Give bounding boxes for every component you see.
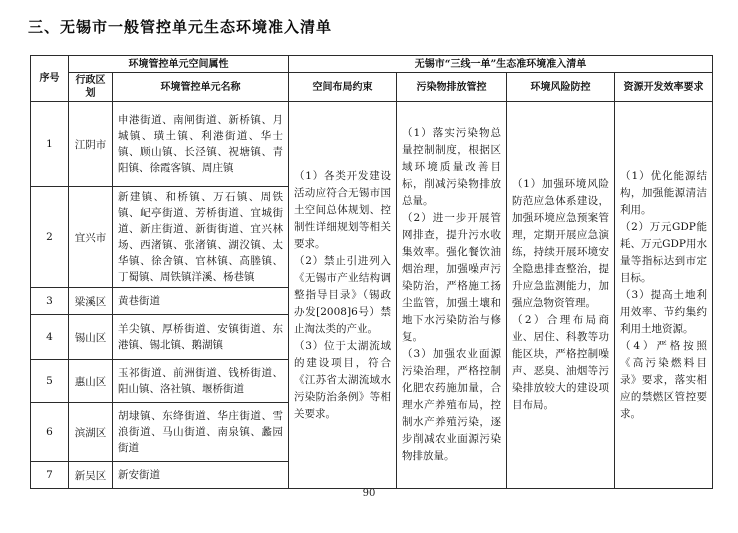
- header-unit-name: 环境管控单元名称: [113, 73, 289, 102]
- spatial-layout-item: （1）各类开发建设活动应符合无锡市国土空间总体规划、控制性详细规划等相关要求。: [294, 169, 391, 250]
- cell-district: 惠山区: [69, 360, 113, 403]
- cell-spatial-layout-constraints: [289, 102, 397, 489]
- resource-item: （4）严格按照《高污染燃料目录》要求，落实相应的禁燃区管控要求。: [620, 339, 708, 420]
- cell-unit-names: 黄巷街道: [113, 288, 289, 315]
- spatial-layout-item: （3）位于太湖流域的建设项目，符合《江苏省太湖流域水污染防治条例》等相关要求。: [294, 339, 391, 420]
- cell-environmental-risk-prevention: [507, 102, 615, 489]
- cell-district: 锡山区: [69, 315, 113, 360]
- cell-unit-names: 新安街道: [113, 462, 289, 489]
- resource-item: （3）提高土地利用效率、节约集约利用土地资源。: [620, 288, 708, 335]
- cell-unit-names: 新建镇、和桥镇、万石镇、周铁镇、屺亭街道、芳桥街道、宜城街道、新庄街道、新街街道、宜兴林场、西渚镇、张渚镇、湖㳇镇、太华镇、徐舍镇、官林镇、高塍镇、丁蜀镇、周铁镇洋溪、杨巷镇: [113, 187, 289, 288]
- risk-item: （1）加强环境风险防范应急体系建设，加强环境应急预案管理，定期开展应急演练，持续开展环境安全隐患排查整治，提升应急监测能力，加强应急物资管理。: [512, 178, 609, 309]
- cell-district: 新吴区: [69, 462, 113, 489]
- cell-serial-no: 3: [31, 288, 69, 315]
- page-number: 90: [362, 488, 376, 499]
- table-header: [31, 56, 713, 102]
- cell-district: 滨湖区: [69, 403, 113, 462]
- cell-resource-efficiency-requirements: [615, 102, 713, 489]
- header-environmental-risk-prevention: 环境风险防控: [507, 73, 615, 102]
- header-group-spatial-attributes: 环境管控单元空间属性: [69, 56, 289, 73]
- cell-serial-no: 2: [31, 187, 69, 288]
- cell-unit-names: 申港街道、南闸街道、新桥镇、月城镇、璜土镇、利港街道、华士镇、顾山镇、长泾镇、祝塘镇、青阳镇、徐霞客镇、周庄镇: [113, 102, 289, 187]
- table-row: [31, 102, 713, 187]
- table-body: [31, 102, 713, 489]
- header-pollutant-emission-control: 污染物排放管控: [397, 73, 507, 102]
- cell-unit-names: 玉祁街道、前洲街道、钱桥街道、阳山镇、洛社镇、堰桥街道: [113, 360, 289, 403]
- resource-item: （2）万元GDP能耗、万元GDP用水量等指标达到市定目标。: [620, 220, 708, 284]
- access-list-table: [30, 55, 713, 489]
- pollutant-item: （2）进一步开展管网排查，提升污水收集效率。强化餐饮油烟治理，加强噪声污染防治，严格施工扬尘监管，加强土壤和地下水污染防治与修复。: [402, 212, 501, 343]
- header-serial-no: 序号: [31, 56, 69, 102]
- cell-district: 江阴市: [69, 102, 113, 187]
- spatial-layout-item: （2）禁止引进列入《无锡市产业结构调整指导目录》（锡政办发[2008]6号）禁止淘汰类的产业。: [294, 254, 391, 335]
- resource-item: （1）优化能源结构，加强能源清洁利用。: [620, 169, 708, 216]
- header-administrative-division: 行政区划: [69, 73, 113, 102]
- header-group-access-list: 无锡市“三线一单”生态准环境准入清单: [289, 56, 713, 73]
- page-title: 三、无锡市一般管控单元生态环境准入清单: [28, 18, 333, 36]
- cell-unit-names: 羊尖镇、厚桥街道、安镇街道、东港镇、锡北镇、鹅湖镇: [113, 315, 289, 360]
- cell-district: 梁溪区: [69, 288, 113, 315]
- cell-serial-no: 1: [31, 102, 69, 187]
- pollutant-item: （3）加强农业面源污染治理，严格控制化肥农药施加量，合理水产养殖布局，控制水产养殖污染，逐步削减农业面源污染物排放量。: [402, 348, 501, 462]
- cell-serial-no: 4: [31, 315, 69, 360]
- header-resource-efficiency-requirements: 资源开发效率要求: [615, 73, 713, 102]
- cell-serial-no: 5: [31, 360, 69, 403]
- pollutant-item: （1）落实污染物总量控制制度，根据区域环境质量改善目标，削减污染物排放总量。: [402, 127, 501, 207]
- cell-district: 宜兴市: [69, 187, 113, 288]
- header-spatial-layout-constraints: 空间布局约束: [289, 73, 397, 102]
- cell-pollutant-emission-control: [397, 102, 507, 489]
- cell-serial-no: 6: [31, 403, 69, 462]
- cell-unit-names: 胡埭镇、东绛街道、华庄街道、雪浪街道、马山街道、南泉镇、蠡园街道: [113, 403, 289, 462]
- cell-serial-no: 7: [31, 462, 69, 489]
- risk-item: （2）合理布局商业、居住、科教等功能区块，严格控制噪声、恶臭、油烟等污染排放较大的建设项目布局。: [512, 314, 609, 411]
